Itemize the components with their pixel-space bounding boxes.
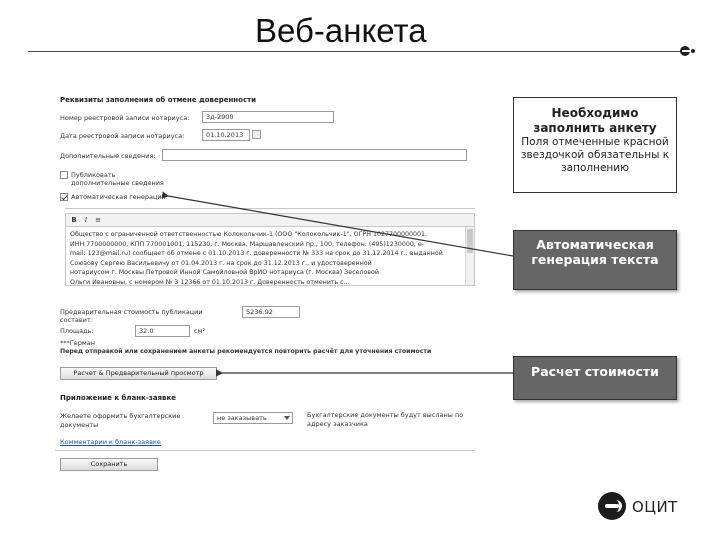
editor-line: Ольги Ивановны, с номером № 3 12366 от 01.10.2013 г. Доверенность отменить с... — [70, 278, 350, 286]
extra-info-label: Дополнительные сведения: — [60, 152, 156, 160]
callout-cost: Расчет стоимости — [513, 356, 677, 400]
comments-link[interactable]: Комментарии к бланк-заявке — [60, 438, 161, 446]
calc-preview-button[interactable]: Расчет & Предварительный просмотр — [60, 367, 217, 380]
section-title-requisites: Реквизиты заполнения об отмене доверенности — [60, 96, 257, 104]
cost-label: Предварительная стоимость публикации составит: — [60, 308, 203, 324]
callout-required-title: Необходимо заполнить анкету — [533, 106, 657, 135]
publish-checkbox-label: Публиковать дополнительные сведения — [71, 171, 164, 187]
logo-text: ОЦИТ — [632, 498, 678, 516]
reg-number-input[interactable]: 3д-2900 — [202, 111, 334, 123]
callout-autogen: Автоматическая генерация текста — [513, 230, 677, 290]
slide-title: Веб-анкета — [255, 12, 427, 49]
section-title-attachment: Приложение к бланк-заявке — [60, 394, 176, 402]
list-button[interactable]: ≡ — [95, 216, 101, 224]
editor-line: Союзову Сергею Васильевичу от 01.04.2013 г. на срок до 31.12.2013 г., и удостоверенной — [70, 259, 372, 267]
docs-select-value: не заказывать — [217, 414, 267, 422]
save-button[interactable]: Сохранить — [60, 458, 158, 471]
editor-line: нотариусом г. Москвы Петровой Инной Самойловной ВрИО нотариуса (г. Москва) Зеселовой — [70, 269, 379, 277]
editor-line: ИНН 7700000000, КПП 770001001, 115230, г. Москва, Маршавленский пр., 100, телефон: (495)1230000, e- — [70, 240, 424, 248]
docs-note: Бухгалтерские документы будут высланы по адресу заказчика — [307, 411, 464, 428]
autogen-checkbox-label: Автоматическая генерация — [71, 193, 166, 201]
company-logo — [598, 492, 698, 522]
reg-date-label: Дата реестровой записи нотариуса: — [60, 132, 185, 140]
bold-button[interactable]: B — [71, 216, 77, 224]
editor-line: Общество с ограниченной ответственностью Колокольчик-1 (ООО "Колокольчик-1", ОГРН 1027700000001, — [70, 231, 428, 238]
italic-button[interactable]: I — [84, 216, 88, 224]
reg-number-label: Номер реестровой записи нотариуса: — [60, 114, 190, 122]
docs-label: Желаете оформить бухгалтерские документы — [60, 412, 181, 429]
area-value: 32.0 — [135, 325, 190, 337]
autogen-connector-line — [168, 196, 513, 256]
recalc-hint: Перед отправкой или сохранением анкеты рекомендуется повторить расчёт для уточнения стоимости — [60, 348, 432, 355]
editor-line: mail: 123@mail.ru) сообщает об отмене с 01.10.2013 г. доверенности № 333 на срок до 31.12.2014 г., выданной — [70, 250, 443, 258]
area-unit: см² — [194, 327, 206, 335]
logo-icon — [598, 492, 626, 520]
reg-date-input[interactable]: 01.10.2013 — [202, 129, 250, 141]
font-label: ***Герман — [60, 339, 95, 347]
cost-value: 5236.92 — [242, 306, 300, 318]
callout-required-subtitle: Поля отмеченные красной звездочкой обязательны к заполнению — [520, 136, 670, 174]
area-label: Площадь: — [60, 327, 94, 335]
